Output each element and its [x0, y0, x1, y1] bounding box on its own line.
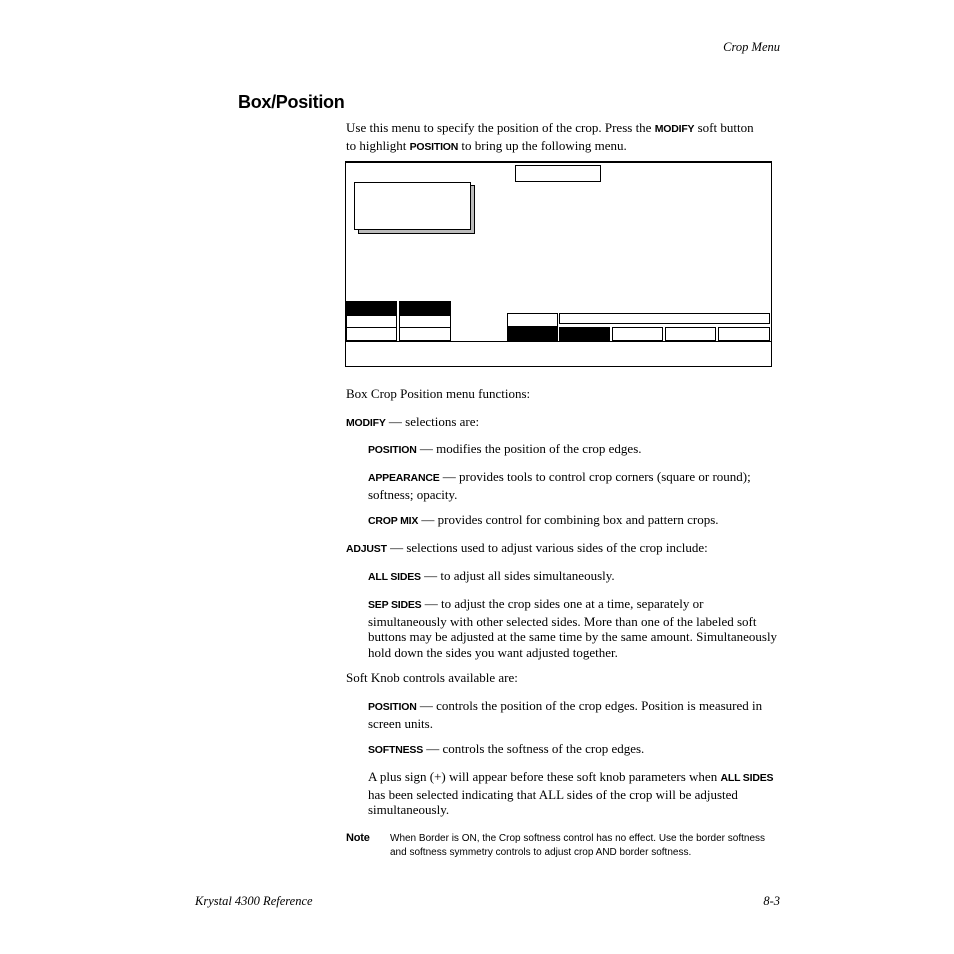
- item-key: APPEARANCE: [368, 472, 440, 484]
- intro-text: soft button to highlight: [346, 120, 754, 153]
- knob-item-position: [368, 698, 782, 731]
- all-sides-keyword: ALL SIDES: [720, 772, 774, 784]
- soft-button-adjust-lower[interactable]: [399, 327, 451, 341]
- position-keyword: POSITION: [409, 140, 459, 153]
- modify-item-appearance: [368, 469, 782, 502]
- adjust-item-sep-sides: [368, 596, 780, 660]
- adjust-key: ADJUST: [346, 543, 387, 555]
- modify-item-position: [368, 441, 780, 459]
- menu-title-box: [515, 165, 601, 182]
- modify-keyword: MODIFY: [654, 123, 695, 135]
- soft-button-side-1[interactable]: [559, 327, 610, 341]
- page-number: 8-3: [763, 894, 780, 908]
- info-window: [354, 182, 471, 230]
- intro-paragraph: [346, 120, 766, 155]
- section-title: Box/Position: [238, 92, 345, 112]
- item-key: SEP SIDES: [368, 599, 422, 611]
- knob-heading: Soft Knob controls available are:: [346, 670, 518, 685]
- modify-text: — selections are:: [385, 414, 480, 429]
- soft-button-modify-header[interactable]: [346, 301, 397, 315]
- item-text: — to adjust the crop sides one at a time, separately or simultaneously with other selected sides. More than one of the labeled soft buttons may be adjusted at the same time by the same amount. Simultaneously hold down the sides you want adjusted together.: [368, 596, 778, 660]
- menu-status-divider: [346, 341, 771, 342]
- item-key: ALL SIDES: [368, 571, 421, 583]
- item-text: — modifies the position of the crop edges.: [416, 441, 642, 456]
- soft-button-group-label: [507, 313, 558, 327]
- item-text: — provides tools to control crop corners (square or round); softness; opacity.: [368, 469, 751, 502]
- sides-group-bar: [559, 313, 770, 324]
- intro-text: Use this menu to specify the position of the crop. Press the: [346, 120, 655, 135]
- note-label: Note: [346, 832, 370, 844]
- soft-button-side-3[interactable]: [665, 327, 716, 341]
- adjust-item-all-sides: [368, 568, 780, 586]
- soft-button-adjust-header[interactable]: [399, 301, 451, 315]
- item-key: POSITION: [368, 444, 417, 456]
- note-text: When Border is ON, the Crop softness control has no effect. Use the border softness and softness symmetry controls to adjust crop AND border softness.: [390, 833, 765, 858]
- footer-title: Krystal 4300 Reference: [195, 894, 313, 908]
- menu-diagram: [345, 161, 772, 367]
- item-text: — to adjust all sides simultaneously.: [420, 568, 615, 583]
- soft-button-side-2[interactable]: [612, 327, 663, 341]
- plus-sign-paragraph: [368, 769, 782, 818]
- item-text: — controls the position of the crop edges. Position is measured in screen units.: [368, 698, 763, 731]
- functions-heading: Box Crop Position menu functions:: [346, 386, 531, 401]
- intro-text: to bring up the following menu.: [458, 137, 627, 153]
- menu-top-rule: [346, 162, 771, 163]
- soft-button-side-4[interactable]: [718, 327, 770, 341]
- knob-item-softness: [368, 741, 780, 759]
- plus-text: A plus sign (+) will appear before these soft knob parameters when: [368, 769, 721, 784]
- item-key: POSITION: [368, 701, 417, 713]
- soft-button-all-sides[interactable]: [507, 327, 558, 341]
- item-key: CROP MIX: [368, 515, 419, 527]
- modify-key: MODIFY: [346, 417, 386, 429]
- item-text: — controls the softness of the crop edges.: [423, 741, 645, 756]
- modify-item-crop-mix: [368, 512, 780, 530]
- adjust-text: — selections used to adjust various sides of the crop include:: [386, 540, 708, 555]
- plus-text: has been selected indicating that ALL sides of the crop will be adjusted simultaneously.: [368, 786, 738, 817]
- modify-paragraph: [346, 414, 776, 432]
- soft-button-modify-lower[interactable]: [346, 327, 397, 341]
- running-header: Crop Menu: [723, 40, 780, 54]
- item-key: SOFTNESS: [368, 744, 423, 756]
- item-text: — provides control for combining box and pattern crops.: [418, 512, 719, 527]
- adjust-paragraph: [346, 540, 780, 558]
